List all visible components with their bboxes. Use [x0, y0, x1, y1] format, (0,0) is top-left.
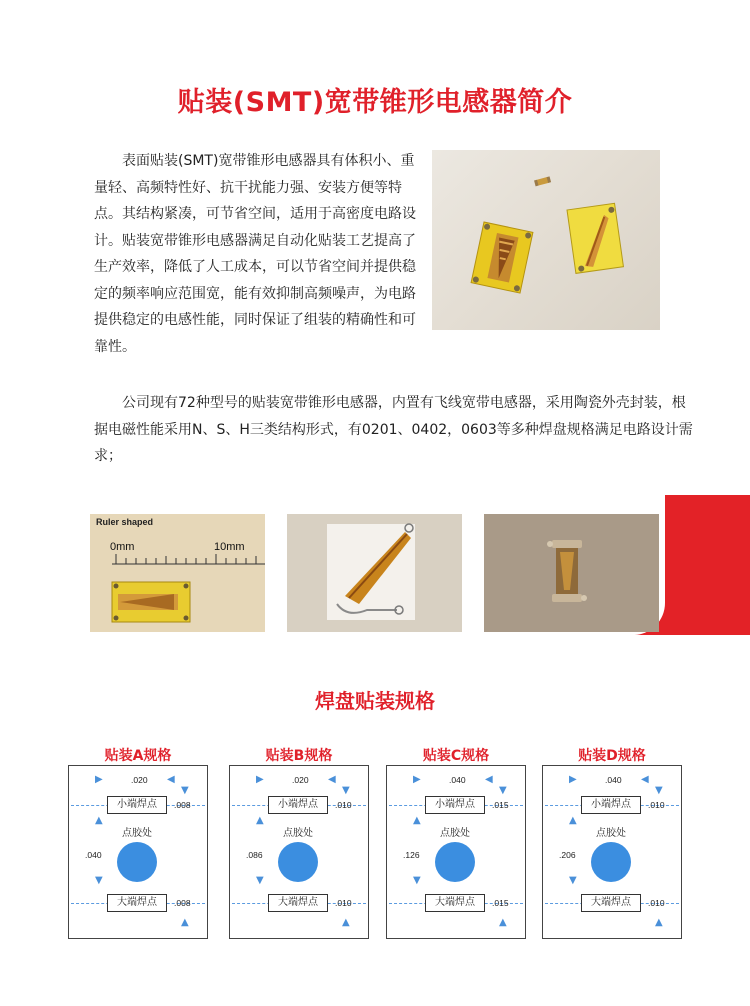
dim-large-gap: .015: [492, 898, 509, 908]
arrow-down-icon: ▼: [413, 875, 421, 886]
dim-length: .126: [403, 850, 420, 860]
mini-coil-photo: [484, 514, 659, 632]
spec-title: 贴装A规格: [104, 748, 172, 764]
tiny-chip-part: [534, 176, 551, 186]
arrow-down-icon: ▼: [499, 785, 507, 796]
spec-diagram: [68, 765, 208, 939]
section-title-pad-specs: 焊盘贴装规格: [315, 689, 435, 713]
arrow-down-icon: ▼: [655, 785, 663, 796]
arrow-up-icon: ▲: [569, 815, 577, 826]
small-pad: 小端焊点: [268, 796, 328, 814]
spec-card-c: [386, 745, 526, 939]
glue-dot: [591, 842, 631, 882]
arrow-down-icon: ▼: [256, 875, 264, 886]
arrow-left-icon: ◀: [328, 774, 336, 785]
spec-card-a: [68, 745, 208, 939]
dim-length: .086: [246, 850, 263, 860]
intro-paragraph-2: 公司现有72种型号的贴装宽带锥形电感器，内置有飞线宽带电感器，采用陶瓷外壳封装，根据电磁性能采用N、S、H三类结构形式，有0201、0402，0603等多种焊盘规格满足电路设计需求；: [94, 395, 693, 464]
product-photo-illustration: [432, 150, 660, 330]
arrow-right-icon: ▶: [569, 774, 577, 785]
dim-small-gap: .010: [335, 800, 352, 810]
dim-large-gap: .010: [648, 898, 665, 908]
ruler-photo-illustration: [90, 514, 265, 632]
arrow-right-icon: ▶: [413, 774, 421, 785]
dim-top-width: .020: [131, 775, 148, 785]
spec-title: 贴装D规格: [578, 748, 646, 764]
intro-text: [94, 148, 424, 360]
arrow-up-icon: ▲: [256, 815, 264, 826]
glue-label: 点胶处: [440, 828, 470, 839]
cone-inductor-photo: [287, 514, 462, 632]
intro-paragraph-1: 表面贴装(SMT)宽带锥形电感器具有体积小、重量轻、高频特性好、抗干扰能力强、安装方便等特点。其结构紧凑，可节省空间，适用于高密度电路设计。贴装宽带锥形电感器满足自动化贴装工艺提高了生产效率，降低了人工成本，可以节省空间并提供稳定的频率响应范围宽，能有效抑制高频噪声，为电路提供稳定的电感性能，同时保证了组装的精确性和可靠性。: [94, 153, 416, 355]
spec-diagram: [542, 765, 682, 939]
large-pad: 大端焊点: [425, 894, 485, 912]
large-pad: 大端焊点: [107, 894, 167, 912]
dim-small-gap: .015: [492, 800, 509, 810]
ruler-mark-0: 0mm: [110, 541, 135, 553]
mini-coil-illustration: [484, 514, 659, 632]
spec-title: 贴装C规格: [422, 748, 490, 764]
dim-small-gap: .008: [174, 800, 191, 810]
large-pad: 大端焊点: [268, 894, 328, 912]
dim-large-gap: .010: [335, 898, 352, 908]
page-title: 贴装(SMT)宽带锥形电感器简介: [177, 87, 573, 118]
arrow-down-icon: ▼: [181, 785, 189, 796]
spec-card-d: [542, 745, 682, 939]
dim-top-width: .020: [292, 775, 309, 785]
glue-label: 点胶处: [596, 828, 626, 839]
dim-top-width: .040: [605, 775, 622, 785]
small-pad: 小端焊点: [581, 796, 641, 814]
ruler-label: Ruler shaped: [96, 517, 154, 527]
dim-small-gap: .010: [648, 800, 665, 810]
spec-card-b: [229, 745, 369, 939]
arrow-down-icon: ▼: [342, 785, 350, 796]
small-pad: 小端焊点: [425, 796, 485, 814]
spec-title: 贴装B规格: [265, 748, 333, 764]
arrow-up-icon: ▲: [499, 917, 507, 928]
ruler-photo: [90, 514, 265, 632]
arrow-left-icon: ◀: [641, 774, 649, 785]
cone-inductor-illustration: [287, 514, 462, 632]
arrow-down-icon: ▼: [95, 875, 103, 886]
open-inductor-part: [471, 222, 533, 293]
arrow-left-icon: ◀: [167, 774, 175, 785]
glue-label: 点胶处: [122, 828, 152, 839]
closed-inductor-part: [567, 203, 623, 273]
arrow-right-icon: ▶: [95, 774, 103, 785]
large-pad: 大端焊点: [581, 894, 641, 912]
glue-dot: [278, 842, 318, 882]
ruler-mark-10: 10mm: [214, 541, 245, 553]
arrow-up-icon: ▲: [95, 815, 103, 826]
dim-top-width: .040: [449, 775, 466, 785]
small-pad: 小端焊点: [107, 796, 167, 814]
arrow-down-icon: ▼: [569, 875, 577, 886]
product-photo: [432, 150, 660, 330]
glue-label: 点胶处: [283, 828, 313, 839]
dim-length: .206: [559, 850, 576, 860]
dim-length: .040: [85, 850, 102, 860]
dim-large-gap: .008: [174, 898, 191, 908]
glue-dot: [435, 842, 475, 882]
arrow-up-icon: ▲: [181, 917, 189, 928]
spec-diagram: [229, 765, 369, 939]
arrow-right-icon: ▶: [256, 774, 264, 785]
arrow-up-icon: ▲: [342, 917, 350, 928]
spec-diagram: [386, 765, 526, 939]
arrow-up-icon: ▲: [413, 815, 421, 826]
glue-dot: [117, 842, 157, 882]
arrow-up-icon: ▲: [655, 917, 663, 928]
arrow-left-icon: ◀: [485, 774, 493, 785]
